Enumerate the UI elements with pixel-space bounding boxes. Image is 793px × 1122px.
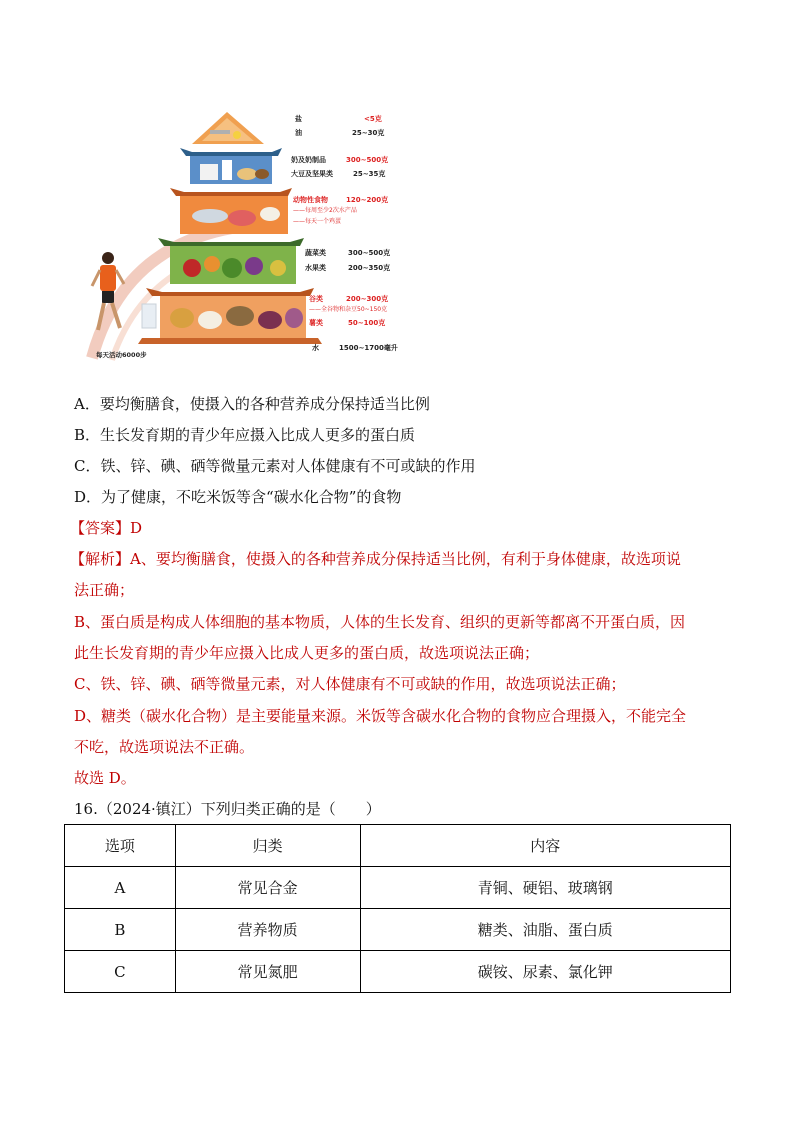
table-header-row <box>65 825 731 867</box>
pyramid-note-fish: ——每周至少2次水产品 <box>293 207 357 214</box>
table-cell: 营养物质 <box>175 909 360 951</box>
analysis-line-4: 此生长发育期的青少年应摄入比成人更多的蛋白质，故选项说法正确； <box>74 644 540 662</box>
pyramid-label-tuber: 薯类 <box>309 319 323 327</box>
pyramid-value-water: 1500~1700毫升 <box>339 344 398 352</box>
table-row <box>65 909 731 951</box>
pyramid-label-salt: 盐 <box>295 115 302 123</box>
pyramid-value-grain: 200~300克 <box>346 295 389 303</box>
pyramid-value-salt: <5克 <box>364 115 382 123</box>
pyramid-value-soy-nuts: 25~35克 <box>353 170 386 178</box>
analysis-line-5: C、铁、锌、碘、硒等微量元素，对人体健康有不可或缺的作用，故选项说法正确； <box>74 675 626 693</box>
table-cell: 常见合金 <box>175 867 360 909</box>
classification-table <box>64 824 731 993</box>
table-row <box>65 951 731 993</box>
table-header-cell: 内容 <box>360 825 730 867</box>
table-cell: 青铜、硬铝、玻璃钢 <box>360 867 730 909</box>
table-cell: C <box>65 951 176 993</box>
pyramid-label-water: 水 <box>312 344 319 352</box>
pyramid-label-fruit: 水果类 <box>305 264 326 272</box>
option-b: B．生长发育期的青少年应摄入比成人更多的蛋白质 <box>74 426 416 444</box>
option-c: C．铁、锌、碘、硒等微量元素对人体健康有不可或缺的作用 <box>74 457 476 475</box>
option-d: D．为了健康，不吃米饭等含“碳水化合物”的食物 <box>74 488 402 506</box>
answer: 【答案】D <box>70 519 143 537</box>
pyramid-note-egg: ——每天一个鸡蛋 <box>293 218 342 225</box>
pyramid-label-animal: 动物性食物 <box>293 196 328 204</box>
pyramid-label-grain: 谷类 <box>309 295 323 303</box>
pyramid-value-animal: 120~200克 <box>346 196 389 204</box>
analysis-line-1: 【解析】A、要均衡膳食，使摄入的各种营养成分保持适当比例，有利于身体健康，故选项说 <box>70 550 681 568</box>
question-16: 16.（2024·镇江）下列归类正确的是（ ） <box>74 800 381 818</box>
table-cell: 常见氮肥 <box>175 951 360 993</box>
pyramid-label-soy-nuts: 大豆及坚果类 <box>291 170 333 178</box>
analysis-line-7: 不吃，故选项说法不正确。 <box>74 738 255 756</box>
table-cell: 糖类、油脂、蛋白质 <box>360 909 730 951</box>
pyramid-value-vegetable: 300~500克 <box>348 249 391 257</box>
pyramid-label-dairy: 奶及奶制品 <box>291 156 326 164</box>
table-cell: B <box>65 909 176 951</box>
pyramid-label-oil: 油 <box>295 129 302 137</box>
table-header-cell: 选项 <box>65 825 176 867</box>
pyramid-value-fruit: 200~350克 <box>348 264 391 272</box>
table-cell: 碳铵、尿素、氯化钾 <box>360 951 730 993</box>
table-row <box>65 867 731 909</box>
analysis-line-3: B、蛋白质是构成人体细胞的基本物质，人体的生长发育、组织的更新等都离不开蛋白质，因 <box>74 613 686 631</box>
analysis-line-2: 法正确； <box>74 581 135 599</box>
pyramid-activity-caption: 每天活动6000步 <box>96 351 147 359</box>
table-header-cell: 归类 <box>175 825 360 867</box>
analysis-line-8: 故选 D。 <box>74 769 136 787</box>
analysis-line-6: D、糖类（碳水化合物）是主要能量来源。米饭等含碳水化合物的食物应合理摄入，不能完全 <box>74 707 687 725</box>
pyramid-label-vegetable: 蔬菜类 <box>305 249 326 257</box>
pyramid-value-tuber: 50~100克 <box>348 319 386 327</box>
pyramid-value-oil: 25~30克 <box>352 129 385 137</box>
food-pyramid-figure <box>82 108 412 363</box>
pyramid-value-dairy: 300~500克 <box>346 156 389 164</box>
table-cell: A <box>65 867 176 909</box>
pyramid-note-grain: ——全谷物和杂豆50~150克 <box>309 306 388 313</box>
option-a: A．要均衡膳食，使摄入的各种营养成分保持适当比例 <box>74 395 430 413</box>
